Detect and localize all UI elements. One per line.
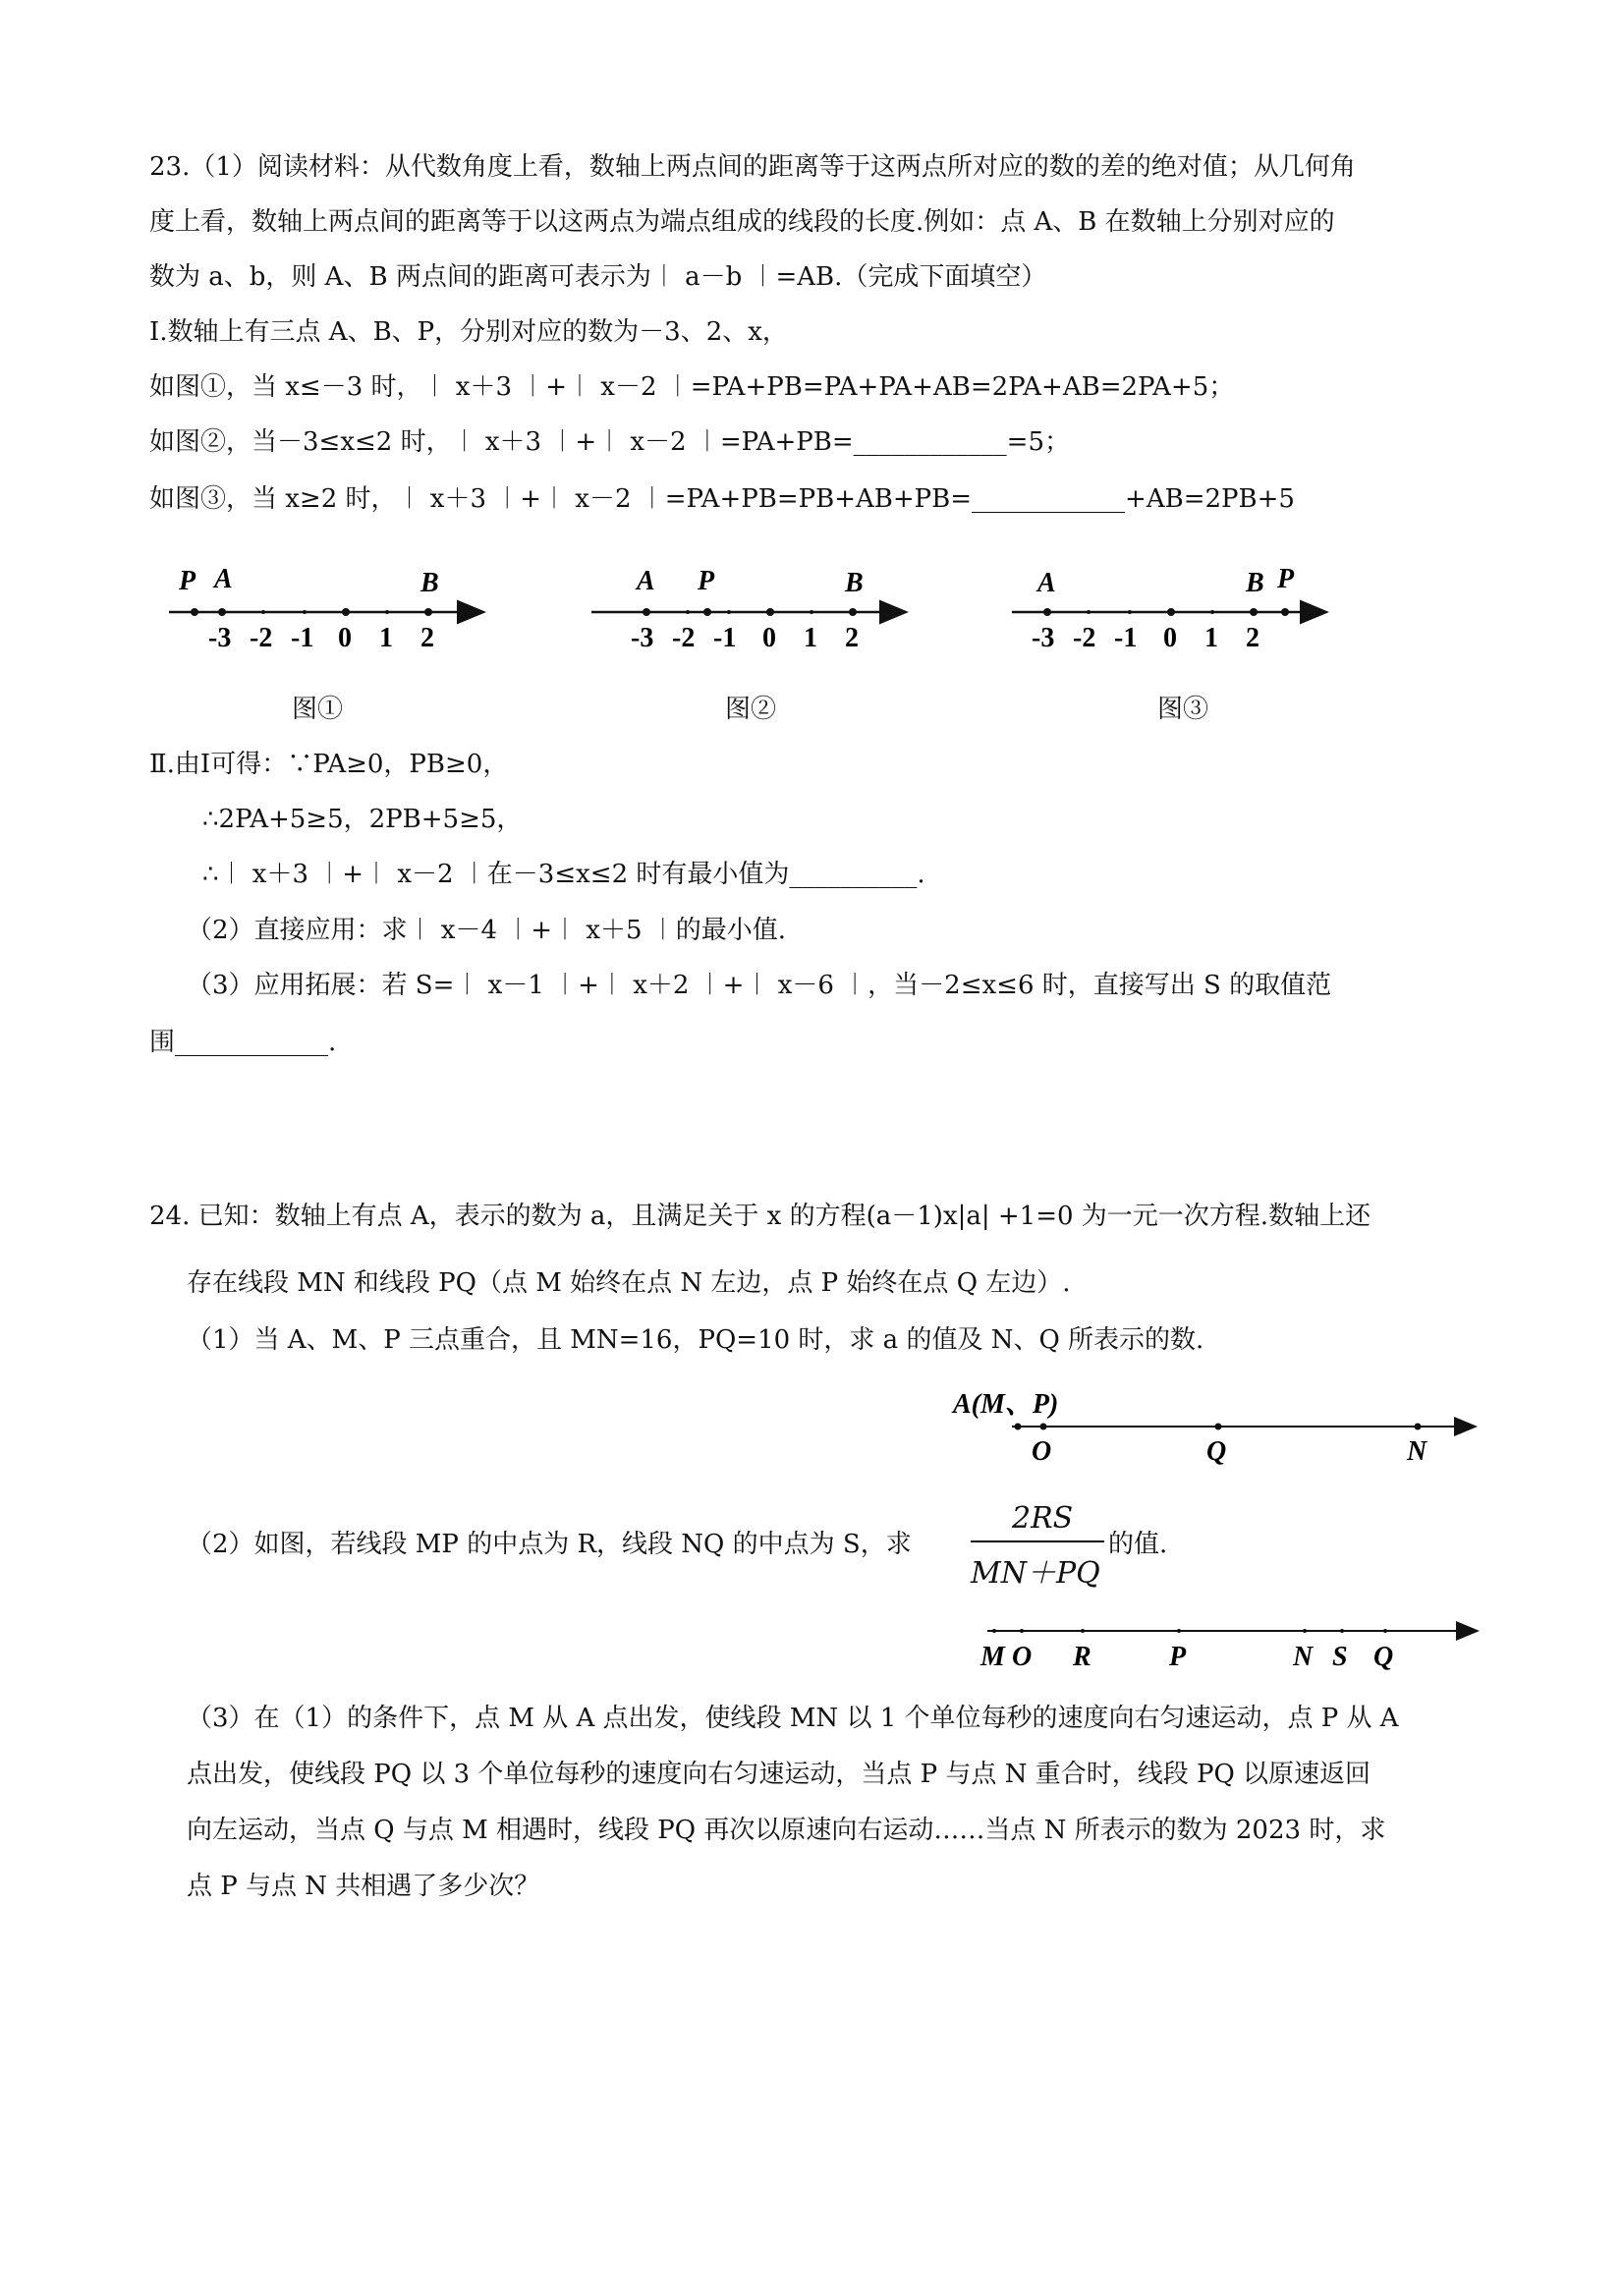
fraction-bar	[971, 1540, 1104, 1542]
number-line-figures	[147, 550, 1346, 678]
q24-fig2-label-s: S	[1332, 1642, 1348, 1672]
figure-1-caption: 图①	[292, 695, 344, 724]
q24-fig1-label-n: N	[1407, 1436, 1427, 1467]
fig1-tick: -2	[250, 623, 273, 653]
fig2-tick: -3	[631, 623, 654, 653]
fig1-tick: 2	[420, 623, 434, 653]
fig1-tick: -1	[291, 623, 314, 653]
fig2-tick: 1	[804, 623, 817, 653]
q23-line-6: 如图②，当－3≤x≤2 时，︱ x＋3 ︱+︱ x－2 ︱=PA+PB=____________=5；	[149, 427, 1071, 457]
q24-line-7: 向左运动，当点 Q 与点 M 相遇时，线段 PQ 再次以原速向右运动……当点 N 所表示的数为 2023 时，求	[187, 1816, 1386, 1845]
q23-line-4: Ⅰ.数轴上有三点 A、B、P，分别对应的数为－3、2、x，	[149, 317, 788, 347]
q24-fig2-label-p: P	[1169, 1642, 1187, 1672]
fig2-tick: 2	[845, 623, 859, 653]
q24-fig2-label-o: O	[1012, 1642, 1033, 1672]
q24-line-2: 存在线段 MN 和线段 PQ（点 M 始终在点 N 左边，点 P 始终在点 Q 左边）.	[187, 1268, 1071, 1298]
q23-line-7: 如图③，当 x≥2 时，︱ x＋3 ︱+︱ x－2 ︱=PA+PB=PB+AB+PB=____________+AB=2PB+5	[149, 484, 1295, 514]
figure-3-number-line	[1012, 564, 1324, 653]
q23-line-13: 围____________.	[149, 1028, 337, 1057]
fig2-label-b: B	[845, 568, 864, 598]
fig2-label-a: A	[637, 566, 655, 596]
fig3-label-b: B	[1246, 568, 1264, 598]
fig3-tick: 0	[1163, 623, 1177, 653]
q24-fig2-label-q: Q	[1373, 1642, 1394, 1672]
q24-fig1-label-q: Q	[1206, 1436, 1227, 1467]
figure-1-number-line	[169, 564, 481, 653]
fraction-numerator: 2RS	[1012, 1501, 1074, 1536]
q24-line-5: （3）在（1）的条件下，点 M 从 A 点出发，使线段 MN 以 1 个单位每秒的速度向右匀速运动，点 P 从 A	[187, 1704, 1399, 1733]
fig1-tick: 1	[379, 623, 393, 653]
figure-2-caption: 图②	[725, 695, 777, 724]
fig1-label-p: P	[179, 566, 196, 596]
figure-2-number-line	[591, 566, 904, 653]
fig3-label-a: A	[1037, 568, 1056, 598]
q24-line-3: （1）当 A、M、P 三点重合，且 MN=16，PQ=10 时，求 a 的值及 N、Q 所表示的数.	[187, 1325, 1204, 1355]
q24-line-4b: 的值.	[1108, 1530, 1168, 1559]
q23-line-11: （2）直接应用：求︱ x－4 ︱+︱ x＋5 ︱的最小值.	[187, 916, 787, 945]
fig2-tick: 0	[762, 623, 776, 653]
fig1-label-a: A	[214, 564, 233, 594]
fig2-tick: -1	[713, 623, 737, 653]
fraction-denominator: MN＋PQ	[971, 1556, 1100, 1591]
fig3-tick: 2	[1246, 623, 1259, 653]
q24-line-6: 点出发，使线段 PQ 以 3 个单位每秒的速度向右匀速运动，当点 P 与点 N 重合时，线段 PQ 以原速返回	[187, 1760, 1371, 1789]
q24-fig1-top-label: A(M、P)	[953, 1389, 1059, 1420]
q24-line-8: 点 P 与点 N 共相遇了多少次？	[187, 1872, 540, 1901]
q23-line-12: （3）应用拓展：若 S=︱ x－1 ︱+︱ x＋2 ︱+︱ x－6 ︱，当－2≤x≤6 时，直接写出 S 的取值范	[187, 971, 1332, 1000]
fig3-tick: -2	[1073, 623, 1096, 653]
q23-line-5: 如图①，当 x≤－3 时，︱ x＋3 ︱+︱ x－2 ︱=PA+PB=PA+PA+AB=2PA+AB=2PA+5；	[149, 372, 1235, 402]
q24-fig2-label-m: M	[980, 1642, 1005, 1672]
q23-line-8: Ⅱ.由Ⅰ可得：∵PA≥0，PB≥0，	[149, 750, 509, 779]
q23-line-9: ∴2PA+5≥5，2PB+5≥5，	[202, 805, 523, 834]
q24-fig2-label-n: N	[1293, 1642, 1314, 1672]
fig2-tick: -2	[672, 623, 696, 653]
q24-fig2-label-r: R	[1073, 1642, 1091, 1672]
figure-3-caption: 图③	[1157, 695, 1209, 724]
fig3-tick: -1	[1114, 623, 1138, 653]
fig1-tick: -3	[208, 623, 232, 653]
fig1-label-b: B	[420, 568, 439, 598]
fig3-tick: 1	[1204, 623, 1218, 653]
fig1-tick: 0	[338, 623, 352, 653]
q23-line-2: 度上看，数轴上两点间的距离等于以这两点为端点组成的线段的长度.例如：点 A、B 在数轴上分别对应的	[149, 207, 1335, 237]
q24-figure-1-number-line	[943, 1375, 1493, 1474]
q24-figure-2-number-line	[973, 1601, 1493, 1680]
fig3-label-p: P	[1277, 564, 1295, 594]
fig2-label-p: P	[698, 566, 715, 596]
fig3-tick: -3	[1032, 623, 1055, 653]
q24-fig1-label-o: O	[1032, 1436, 1052, 1467]
q23-line-1: 23.（1）阅读材料：从代数角度上看，数轴上两点间的距离等于这两点所对应的数的差的绝对值；从几何角	[149, 152, 1356, 182]
q24-line-1: 24. 已知：数轴上有点 A，表示的数为 a，且满足关于 x 的方程(a－1)x|a| +1=0 为一元一次方程.数轴上还	[149, 1202, 1371, 1231]
q23-line-10: ∴︱ x＋3 ︱+︱ x－2 ︱在－3≤x≤2 时有最小值为__________.	[202, 860, 925, 889]
q23-line-3: 数为 a、b，则 A、B 两点间的距离可表示为︱ a－b ︱=AB.（完成下面填空）	[149, 262, 1047, 292]
q24-line-4a: （2）如图，若线段 MP 的中点为 R，线段 NQ 的中点为 S，求	[187, 1530, 912, 1559]
